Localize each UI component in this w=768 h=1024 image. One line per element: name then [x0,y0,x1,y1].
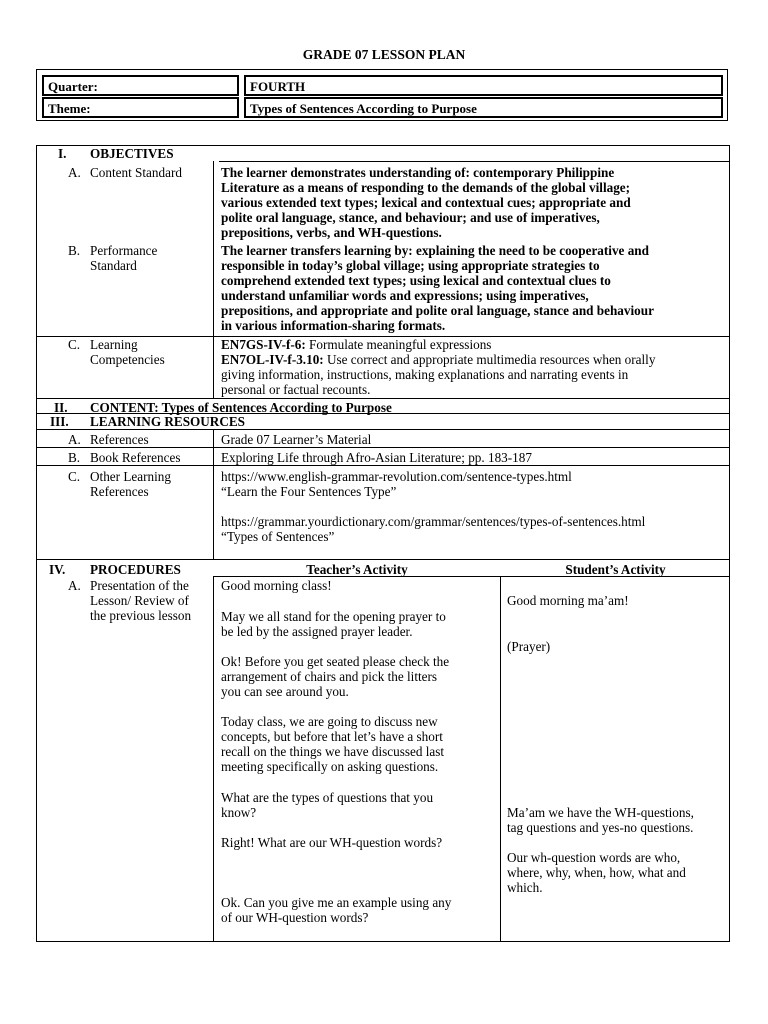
student-line: which. [507,880,543,895]
other-references-label: Other Learning References [90,469,171,499]
teacher-line: meeting specifically on asking questions. [221,759,439,774]
references-label: References [90,432,149,447]
content-standard-label: Content Standard [90,165,182,180]
student-activity-heading: Student’s Activity [565,562,666,577]
procedures-number: IV. [49,562,66,577]
teacher-line: recall on the things we have discussed last [221,744,445,759]
book-references-label: Book References [90,450,181,465]
teacher-line: you can see around you. [221,684,349,699]
content-standard-letter: A. [68,165,81,180]
teacher-line: Ok! Before you get seated please check the [221,654,450,669]
performance-standard-label: Performance Standard [90,243,158,273]
teacher-line: arrangement of chairs and pick the litters [221,669,438,684]
reference-link-1[interactable]: https://www.english-grammar-revolution.com/sentence-types.html [221,469,572,484]
reference-title-1: “Learn the Four Sentences Type” [221,484,397,499]
presentation-label: Presentation of the Lesson/ Review of the previous lesson [90,578,192,623]
content-number: II. [54,400,68,415]
student-line: where, why, when, how, what and [507,865,686,880]
document-title: GRADE 07 LESSON PLAN [302,47,466,62]
teacher-line: Right! What are our WH-question words? [221,835,443,850]
other-references-letter: C. [68,469,81,484]
reference-title-2: “Types of Sentences” [221,529,335,544]
student-line: Ma’am we have the WH-questions, [507,805,694,820]
presentation-letter: A. [68,578,81,593]
content-heading: CONTENT: Types of Sentences According to Purpose [90,400,392,415]
objectives-number: I. [58,146,67,161]
book-references-value: Exploring Life through Afro-Asian Literature; pp. 183-187 [221,450,532,465]
learning-resources-number: III. [50,414,69,429]
teacher-line: concepts, but before that let’s have a short [221,729,443,744]
theme-label: Theme: [42,97,239,118]
learning-resources-heading: LEARNING RESOURCES [90,414,245,429]
teacher-line: of our WH-question words? [221,910,369,925]
teacher-line: May we all stand for the opening prayer to [221,609,446,624]
reference-link-2[interactable]: https://grammar.yourdictionary.com/grammar/sentences/types-of-sentences.html [221,514,646,529]
student-line: Our wh-question words are who, [507,850,681,865]
student-line: tag questions and yes-no questions. [507,820,694,835]
references-letter: A. [68,432,81,447]
quarter-label: Quarter: [42,75,239,96]
teacher-line: Ok. Can you give me an example using any [221,895,452,910]
performance-standard-text: The learner transfers learning by: explaining the need to be cooperative and responsible in today’s global village; using appropriate strategies to comprehend extended text types; using lexical and contextual clues to understand unfamiliar words and expressions; using imperatives, prepositions, and appropriate and polite oral language, stance and behaviour in various information-sharing formats. [221,243,654,333]
book-references-letter: B. [68,450,81,465]
teacher-line: Today class, we are going to discuss new [221,714,438,729]
student-line: (Prayer) [507,639,551,654]
objectives-heading: OBJECTIVES [90,146,174,161]
content-standard-text: The learner demonstrates understanding of: contemporary Philippine Literature as a means of responding to the demands of the global village; various extended text types; lexical and contextual cues; appropriate and polite oral language, stance, and behaviour; and use of imperatives, prepositions, verbs, and WH-questions. [221,165,631,240]
teacher-line: be led by the assigned prayer leader. [221,624,413,639]
lesson-plan-table [36,145,730,942]
quarter-value: FOURTH [244,75,723,96]
teacher-line: know? [221,805,257,820]
learning-competencies-label: Learning Competencies [90,337,165,367]
performance-standard-letter: B. [68,243,81,258]
procedures-heading: PROCEDURES [90,562,181,577]
learning-competencies-letter: C. [68,337,81,352]
student-line: Good morning ma’am! [507,593,629,608]
teacher-line: Good morning class! [221,578,332,593]
theme-value: Types of Sentences According to Purpose [244,97,723,118]
learning-competencies-text: EN7GS-IV-f-6: Formulate meaningful expressions EN7OL-IV-f-3.10: Use correct and appropriate multimedia resources when orally giving information, instructions, making explanations and narrating events in personal or factual recounts. [221,337,656,397]
teacher-activity-heading: Teacher’s Activity [306,562,408,577]
references-value: Grade 07 Learner’s Material [221,432,372,447]
teacher-line: What are the types of questions that you [221,790,434,805]
header-table [36,69,728,121]
